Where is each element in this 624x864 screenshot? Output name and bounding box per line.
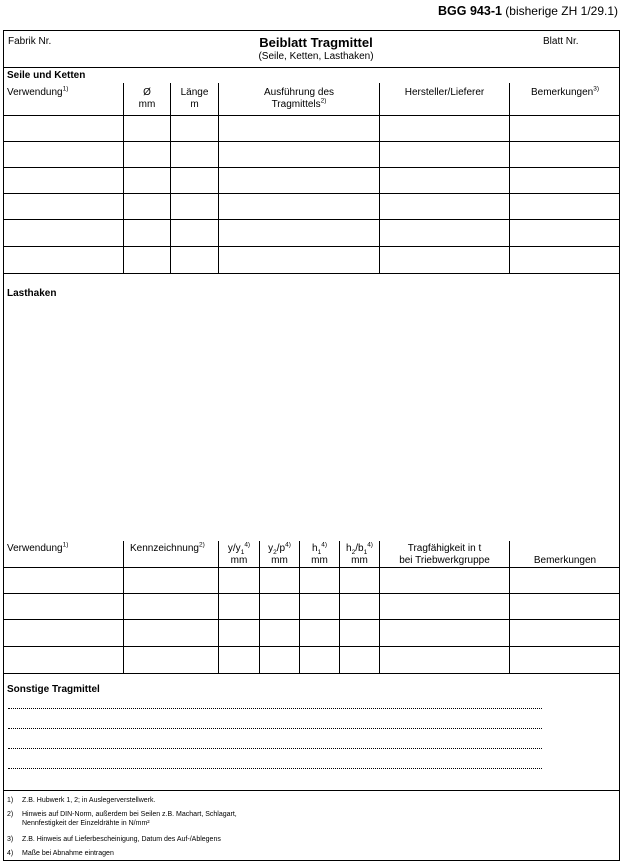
col-header-h2-b1 [340,543,379,567]
footnote-3 [7,835,407,844]
col-header-hersteller: Hersteller/Lieferer [404,87,485,98]
footnote-1 [7,796,407,805]
subscript: 1 [363,549,368,556]
col-header-verwendung-haken [7,543,68,554]
symbol: /b [355,543,364,554]
divider [3,67,620,68]
col-header-tragfaehigkeit-line1: Tragfähigkeit in t [407,543,482,554]
subscript: 2 [351,549,356,556]
footnote-ref: 4) [285,541,291,549]
col-header-tragfaehigkeit [380,543,509,567]
col-header-h1 [300,543,339,567]
section-title-lasthaken: Lasthaken [7,288,57,299]
footnote-2 [7,810,407,828]
footnote-ref: 4) [321,541,327,549]
entry-line [8,708,542,709]
col-header-ausfuehrung-line2 [219,99,379,111]
col-header-bemerkungen-haken: Bemerkungen [533,555,597,566]
col-header-bemerkungen-text: Bemerkungen [530,87,594,98]
col-header-ausfuehrung-line1: Ausführung des [263,87,335,98]
form-title: Beiblatt Tragmittel [259,35,373,50]
footnote-text: Maße bei Abnahme eintragen [22,850,114,857]
form-frame [3,30,620,861]
subscript: 1 [240,549,245,556]
unit-label: m [190,99,199,110]
col-header-y-y1-label [219,543,259,555]
footnote-ref: 3) [593,85,600,93]
entry-line [8,748,542,749]
col-header-durchmesser [124,87,170,111]
footnote-number: 2) [7,811,14,818]
blatt-nr-label: Blatt Nr. [543,36,579,47]
unit-label: mm [138,99,156,110]
footnote-ref: 1) [62,541,69,549]
unit-label: mm [230,555,248,566]
col-header-h2-b1-label [340,543,379,555]
col-header-verwendung-text: Verwendung [7,87,63,98]
section-title-seile: Seile und Ketten [7,70,86,81]
entry-line [8,728,542,729]
col-header-laenge [171,87,218,111]
unit-label: mm [351,555,368,566]
document-code [438,4,618,18]
footnote-text: Hinweis auf DIN-Norm, außerdem bei Seilen z.B. Machart, Schlagart, [22,811,237,818]
col-header-tragfaehigkeit-line2: bei Triebwerkgruppe [399,555,490,566]
divider [3,790,620,791]
col-header-y-y1 [219,543,259,567]
col-header-h1-label [300,543,339,555]
subscript: 1 [317,549,322,556]
col-header-ausfuehrung [219,87,379,111]
symbol: h [312,543,318,554]
entry-line [8,768,542,769]
col-header-bemerkungen [510,87,620,99]
fabrik-nr-label: Fabrik Nr. [8,36,52,47]
footnote-number: 1) [7,797,14,804]
subscript: 2 [273,549,277,556]
footnote-ref: 4) [367,541,373,549]
col-header-y2-p-label [260,543,299,555]
col-header-kennzeichnung [130,543,205,554]
document-number: BGG 943-1 [438,4,502,18]
col-header-verwendung [7,87,68,98]
footnote-ref: 2) [320,97,327,105]
footnote-text: Z.B. Hinweis auf Lieferbescheinigung, Datum des Auf-/Ablegens [22,836,221,843]
col-header-laenge-text: Länge [180,87,209,98]
unit-label: mm [271,555,288,566]
col-header-y2-p [260,543,299,567]
footnote-ref: 2) [198,541,205,549]
symbol: /p [276,543,286,554]
symbol: y [268,543,274,554]
footnote-4 [7,849,407,858]
footnote-ref: 1) [62,85,69,93]
footnote-number: 4) [7,850,14,857]
footnote-number: 3) [7,836,14,843]
symbol: h [346,543,352,554]
document-previous-number: (bisherige ZH 1/29.1) [505,4,618,18]
form-subtitle: (Seile, Ketten, Lasthaken) [258,51,374,62]
col-header-ausfuehrung-text: Tragmittels [271,99,321,110]
footnote-text: Z.B. Hubwerk 1, 2; in Auslegerverstellwerk. [22,797,156,804]
footnote-text-cont: Nennfestigkeit der Einzeldrähte in N/mm² [22,820,150,827]
col-header-kennzeichnung-text: Kennzeichnung [130,543,199,554]
section-title-sonstige: Sonstige Tragmittel [7,684,100,695]
col-header-verwendung-text: Verwendung [7,543,63,554]
footnote-ref: 4) [244,541,251,549]
unit-label: mm [311,555,328,566]
symbol: y/y [227,543,241,554]
diameter-symbol: Ø [143,87,151,98]
